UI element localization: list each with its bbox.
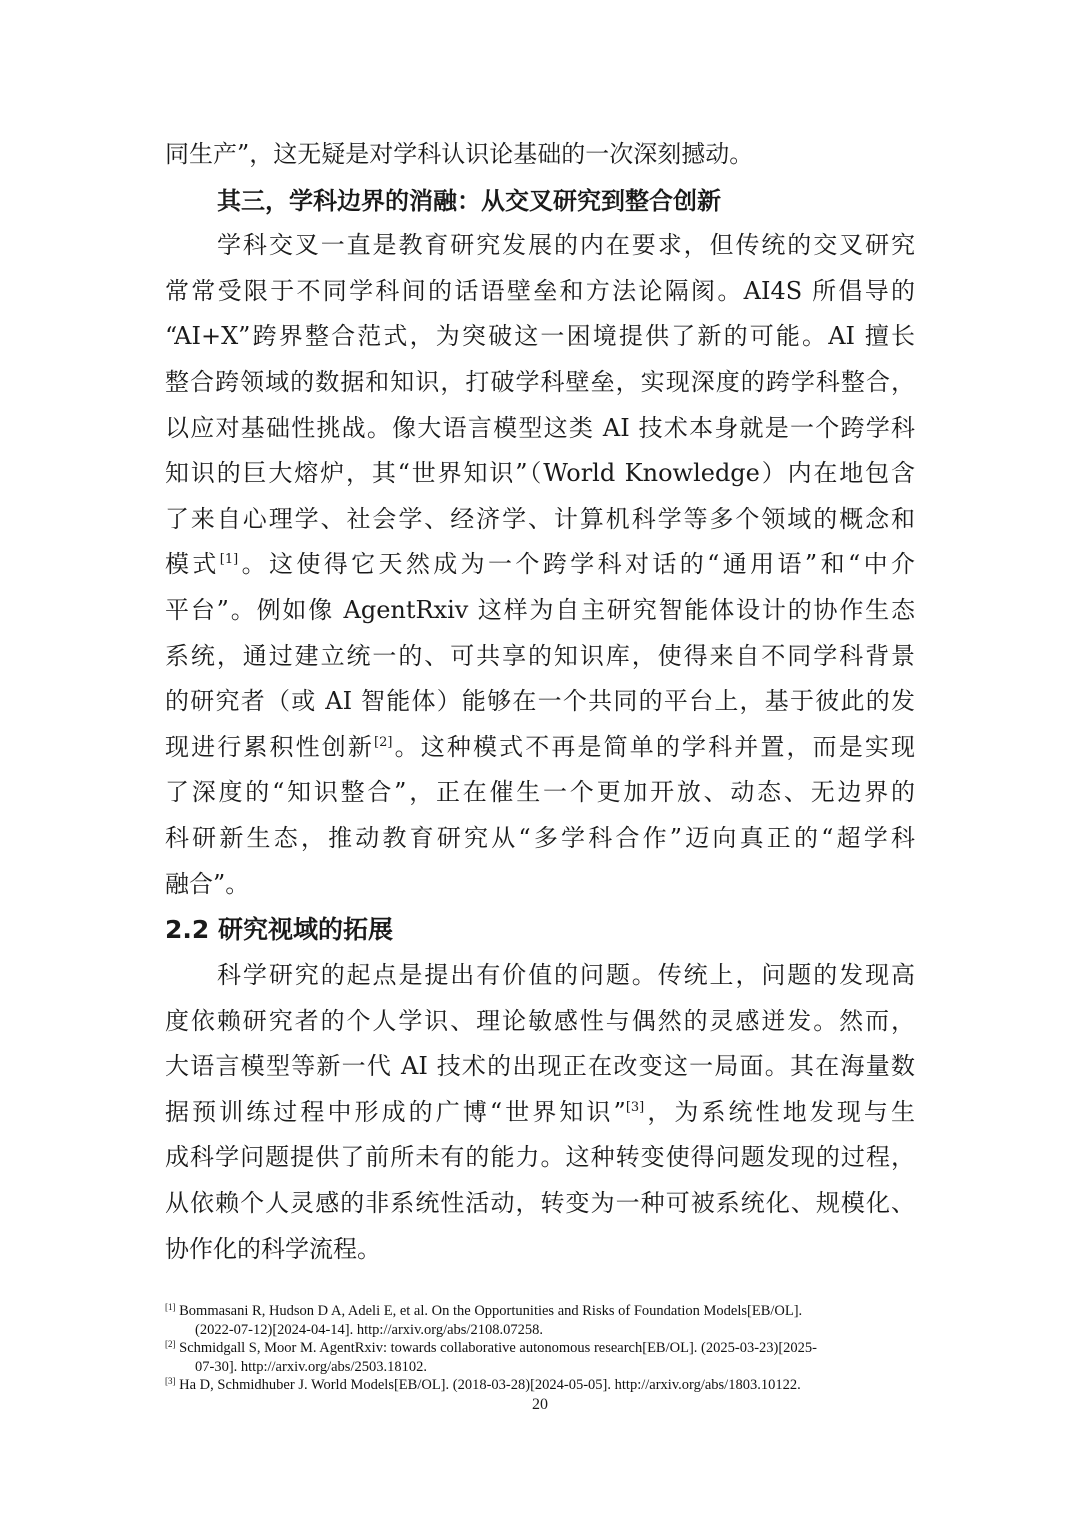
section-heading: 2.2 研究视域的拓展 xyxy=(165,915,393,945)
paragraph-line: 了深度的“知识整合”，正在催生一个更加开放、动态、无边界的 xyxy=(165,778,915,807)
paragraph-line: 融合”。 xyxy=(165,869,250,898)
footnotes xyxy=(165,1302,905,1395)
footnote-1-cont: (2022-07-12)[2024-04-14]. http://arxiv.org/abs/2108.07258. xyxy=(195,1321,543,1338)
sub-heading: 其三，学科边界的消融：从交叉研究到整合创新 xyxy=(217,185,721,215)
text-run: 现进行累积性创新 xyxy=(165,732,375,761)
text-run: ，为系统性地发现与生 xyxy=(644,1097,916,1126)
text-run: 据预训练过程中形成的广博“世界知识” xyxy=(165,1097,626,1126)
footnote-2 xyxy=(165,1339,905,1358)
footnote-2-cont: 07-30]. http://arxiv.org/abs/2503.18102. xyxy=(195,1358,427,1375)
footnote-mark: [2] xyxy=(165,1339,176,1349)
paragraph-line: 的研究者（或 AI 智能体）能够在一个共同的平台上，基于彼此的发 xyxy=(165,687,915,716)
paragraph-line: 同生产”，这无疑是对学科认识论基础的一次深刻撼动。 xyxy=(165,140,754,168)
footnote-text: Bommasani R, Hudson D A, Adeli E, et al. On the Opportunities and Risks of Foundation Models[EB/OL]. xyxy=(179,1303,803,1319)
text-run: 。这使得它天然成为一个跨学科对话的“通用语”和“中介 xyxy=(238,550,916,579)
paragraph-line: 常常受限于不同学科间的话语壁垒和方法论隔阂。AI4S 所倡导的 xyxy=(165,276,915,305)
footnote-mark: [1] xyxy=(165,1302,176,1312)
paragraph-line: 成科学问题提供了前所未有的能力。这种转变使得问题发现的过程， xyxy=(165,1143,915,1172)
paragraph-line: 平台”。例如像 AgentRxiv 这样为自主研究智能体设计的协作生态 xyxy=(165,595,915,624)
paragraph-line: 系统，通过建立统一的、可共享的知识库，使得来自不同学科背景 xyxy=(165,641,915,670)
paragraph-line: 从依赖个人灵感的非系统性活动，转变为一种可被系统化、规模化、 xyxy=(165,1189,915,1218)
paragraph-line: “AI+X”跨界整合范式，为突破这一困境提供了新的可能。AI 擅长 xyxy=(165,322,915,351)
footnote-text: Schmidgall S, Moor M. AgentRxiv: towards collaborative autonomous research[EB/OL]. (2025-03-23)[2025- xyxy=(179,1340,818,1356)
paragraph-line: 知识的巨大熔炉，其“世界知识”（World Knowledge）内在地包含 xyxy=(165,459,915,488)
paragraph-line: 学科交叉一直是教育研究发展的内在要求，但传统的交叉研究 xyxy=(217,231,915,260)
footnote-ref-3[interactable]: [3] xyxy=(625,1099,645,1115)
paragraph-line: 以应对基础性挑战。像大语言模型这类 AI 技术本身就是一个跨学科 xyxy=(165,413,915,442)
paragraph-line: 了来自心理学、社会学、经济学、计算机科学等多个领域的概念和 xyxy=(165,504,915,533)
footnote-text: Ha D, Schmidhuber J. World Models[EB/OL]. (2018-03-28)[2024-05-05]. http://arxiv.org/abs/1803.10122. xyxy=(179,1377,801,1393)
paragraph-line xyxy=(165,1090,915,1136)
text-run: 。这种模式不再是简单的学科并置，而是实现 xyxy=(392,732,916,761)
page-number: 20 xyxy=(532,1396,548,1413)
footnote-ref-2[interactable]: [2] xyxy=(374,734,393,750)
paragraph-line: 科学研究的起点是提出有价值的问题。传统上，问题的发现高 xyxy=(217,961,915,990)
footnote-3 xyxy=(165,1376,905,1395)
footnote-ref-1[interactable]: [1] xyxy=(219,552,239,568)
paragraph-line: 科研新生态，推动教育研究从“多学科合作”迈向真正的“超学科 xyxy=(165,823,915,852)
paragraph-line: 度依赖研究者的个人学识、理论敏感性与偶然的灵感迸发。然而， xyxy=(165,1006,915,1035)
paragraph-line xyxy=(165,725,915,771)
footnote-1 xyxy=(165,1302,905,1321)
document-body xyxy=(165,132,915,1272)
paragraph-line xyxy=(165,542,915,588)
paragraph-line: 大语言模型等新一代 AI 技术的出现正在改变这一局面。其在海量数 xyxy=(165,1052,915,1081)
text-run: 模式 xyxy=(165,550,220,579)
footnote-mark: [3] xyxy=(165,1376,176,1386)
paragraph-line: 协作化的科学流程。 xyxy=(165,1234,381,1263)
paragraph-line: 整合跨领域的数据和知识，打破学科壁垒，实现深度的跨学科整合， xyxy=(165,367,915,396)
